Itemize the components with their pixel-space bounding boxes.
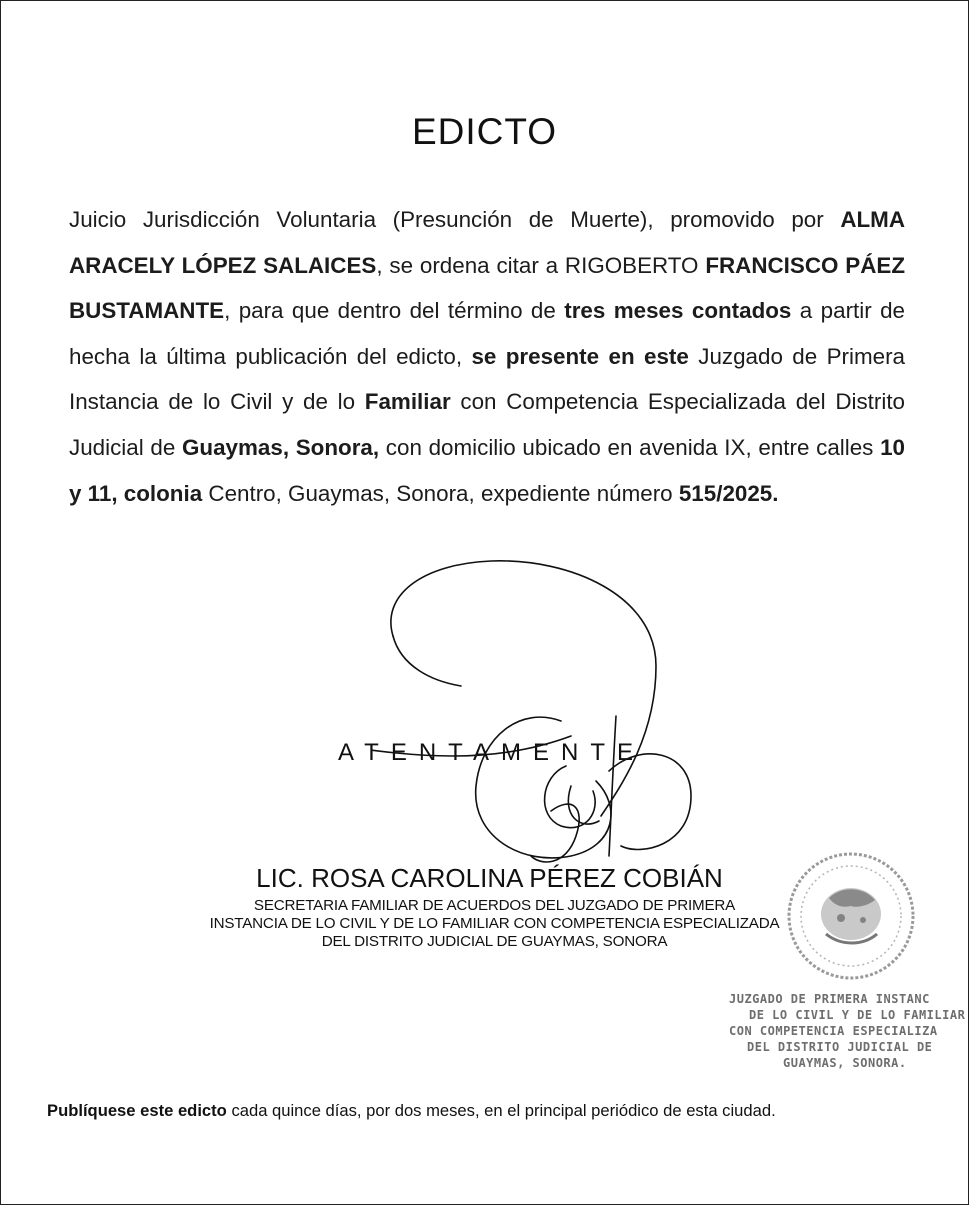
cited-person-name: FRANCISCO PÁEZ BUSTAMANTE: [69, 252, 905, 324]
role-line: DEL DISTRITO JUDICIAL DE GUAYMAS, SONORA: [321, 933, 668, 950]
court-type: Familiar: [364, 389, 451, 415]
body-segment: Juzgado de Primera Instancia de lo Civil y de lo: [69, 343, 905, 415]
address-streets: 10 y 11, colonia: [69, 434, 905, 506]
handwritten-signature: [371, 556, 711, 886]
publication-note: [47, 1101, 927, 1121]
publication-note-rest: cada quince días, por dos meses, en el principal periódico de esta ciudad.: [226, 1101, 776, 1120]
body-segment: , para que dentro del término de: [224, 298, 565, 324]
stamp-line: JUZGADO DE PRIMERA INSTANC: [729, 992, 930, 1006]
signatory-role: [101, 897, 888, 951]
appearance-phrase: se presente en este: [471, 343, 689, 369]
body-segment: con domicilio ubicado en avenida IX, entre calles: [379, 434, 881, 460]
closing-text: ATENTAMENTE: [337, 739, 646, 766]
body-segment: Juicio Jurisdicción Voluntaria (Presunción de Muerte), promovido por: [69, 207, 841, 232]
body-segment: , se ordena citar a RIGOBERTO: [376, 252, 706, 278]
promoter-name: ALMA ARACELY LÓPEZ SALAICES: [69, 207, 905, 278]
role-line: SECRETARIA FAMILIAR DE ACUERDOS DEL JUZGADO DE PRIMERA: [253, 897, 736, 914]
publication-note-lead: Publíquese este edicto: [47, 1101, 227, 1120]
stamp-line: CON COMPETENCIA ESPECIALIZA: [729, 1024, 938, 1038]
court-location: Guaymas, Sonora,: [182, 434, 380, 460]
body-segment: Centro, Guaymas, Sonora, expediente número: [202, 480, 679, 506]
stamp-line: DE LO CIVIL Y DE LO FAMILIAR: [749, 1008, 966, 1022]
stamp-line: DEL DISTRITO JUDICIAL DE: [747, 1040, 933, 1054]
court-stamp: [723, 991, 969, 1071]
coat-of-arms-seal: [771, 846, 931, 986]
edict-body: [69, 197, 905, 516]
signatory-name: LIC. ROSA CAROLINA PÉREZ COBIÁN: [256, 863, 723, 893]
body-segment: con Competencia Especializada del Distrito Judicial de: [69, 389, 905, 460]
stamp-line: GUAYMAS, SONORA.: [783, 1056, 907, 1070]
case-number: 515/2025.: [678, 480, 779, 506]
role-line: INSTANCIA DE LO CIVIL Y DE LO FAMILIAR CON COMPETENCIA ESPECIALIZADA: [209, 915, 780, 932]
body-segment: a partir de hecha la última publicación del edicto,: [69, 298, 905, 369]
term-period: tres meses contados: [564, 298, 792, 324]
document-title: EDICTO: [411, 111, 558, 152]
